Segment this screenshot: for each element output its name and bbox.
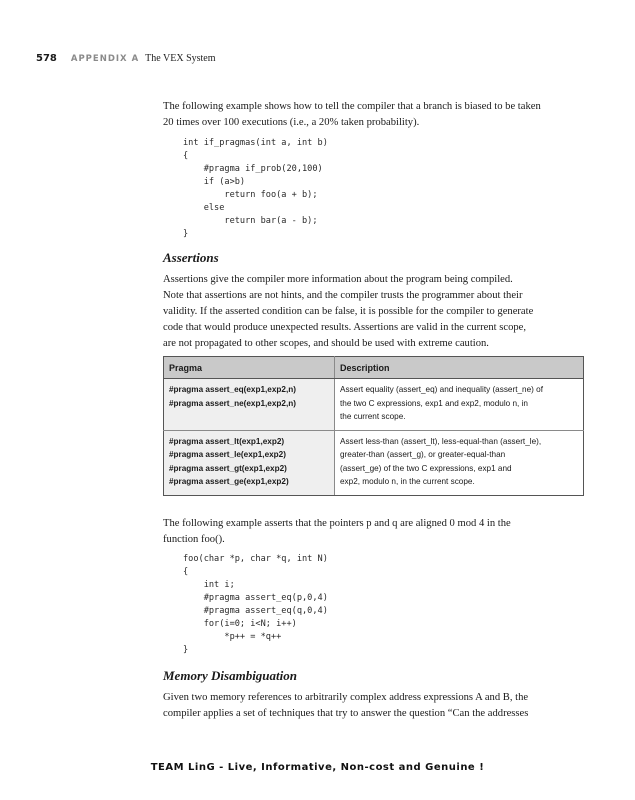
text-line: Assertions give the compiler more information about the program being compiled. (163, 274, 513, 285)
code-line: int if_pragmas(int a, int b) (183, 138, 328, 148)
code-line: if (a>b) (183, 177, 246, 187)
pragma-line: #pragma assert_eq(exp1,exp2,n) (169, 385, 296, 394)
column-header-description: Description (335, 357, 584, 379)
pragma-line: #pragma assert_lt(exp1,exp2) (169, 436, 285, 446)
pragma-table (163, 356, 584, 496)
description-line: Assert equality (assert_eq) and inequality (assert_ne) of (340, 385, 543, 394)
code-line: *p++ = *q++ (183, 632, 282, 642)
code-line: return foo(a + b); (183, 190, 318, 200)
text-line: compiler applies a set of techniques that try to answer the question “Can the addresses (163, 708, 529, 719)
text-line: Note that assertions are not hints, and the compiler trusts the programmer about their (163, 290, 523, 301)
pragma-cell (164, 379, 335, 431)
table-row (164, 430, 584, 495)
table-row (164, 379, 584, 431)
example2-paragraph (163, 516, 586, 548)
code-line: #pragma assert_eq(q,0,4) (183, 606, 328, 616)
pragma-line: #pragma assert_ne(exp1,exp2,n) (169, 398, 296, 408)
table-header-row (164, 357, 584, 379)
code-line: #pragma assert_eq(p,0,4) (183, 593, 328, 603)
footer-watermark: TEAM LinG - Live, Informative, Non-cost and Genuine ! (150, 762, 485, 773)
column-header-pragma: Pragma (164, 357, 335, 379)
text-line: 20 times over 100 executions (i.e., a 20% taken probability). (163, 117, 420, 128)
text-line: The following example shows how to tell the compiler that a branch is biased to be taken (163, 101, 541, 112)
pragma-line: #pragma assert_ge(exp1,exp2) (169, 477, 289, 486)
code-line: int i; (183, 580, 235, 590)
code-example-if-pragmas (183, 137, 328, 241)
appendix-label: APPENDIX A (70, 54, 140, 64)
description-line: Assert less-than (assert_lt), less-equal-than (assert_le), (340, 436, 542, 446)
text-line: code that would produce unexpected results. Assertions are valid in the current scope, (163, 322, 527, 333)
description-line: (assert_ge) of the two C expressions, exp1 and (340, 463, 512, 473)
code-line: foo(char *p, char *q, int N) (183, 554, 328, 564)
text-line: are not propagated to other scopes, and should be used with extreme caution. (163, 338, 489, 349)
memory-disambiguation-heading: Memory Disambiguation (163, 668, 297, 683)
description-line: exp2, modulo n, in the current scope. (340, 477, 475, 486)
description-line: the two C expressions, exp1 and exp2, modulo n, in (340, 398, 528, 408)
code-line: } (183, 645, 189, 655)
pragma-line: #pragma assert_gt(exp1,exp2) (169, 463, 287, 473)
text-line: Given two memory references to arbitrarily complex address expressions A and B, the (163, 692, 529, 703)
description-cell (335, 379, 584, 431)
code-line: } (183, 229, 189, 239)
code-line: { (183, 151, 189, 161)
page-number: 578 (36, 53, 57, 64)
running-header (36, 53, 216, 64)
memory-paragraph (163, 690, 586, 722)
code-example-assert (183, 553, 328, 657)
text-line: validity. If the asserted condition can be false, it is possible for the compiler to generate (163, 306, 534, 317)
description-line: greater-than (assert_g), or greater-equal-than (340, 450, 506, 459)
description-line: the current scope. (340, 412, 406, 421)
pragma-cell (164, 430, 335, 495)
description-cell (335, 430, 584, 495)
assertions-heading: Assertions (163, 250, 219, 265)
code-line: return bar(a - b); (183, 216, 318, 226)
code-line: for(i=0; i<N; i++) (183, 619, 297, 629)
text-line: The following example asserts that the pointers p and q are aligned 0 mod 4 in the (163, 518, 511, 529)
code-line: else (183, 203, 225, 213)
pragma-line: #pragma assert_le(exp1,exp2) (169, 450, 286, 459)
text-line: function foo(). (163, 534, 225, 545)
code-line: { (183, 567, 189, 577)
code-line: #pragma if_prob(20,100) (183, 164, 323, 174)
assertions-paragraph (163, 272, 586, 352)
intro-paragraph (163, 99, 586, 131)
section-title: The VEX System (145, 53, 216, 64)
